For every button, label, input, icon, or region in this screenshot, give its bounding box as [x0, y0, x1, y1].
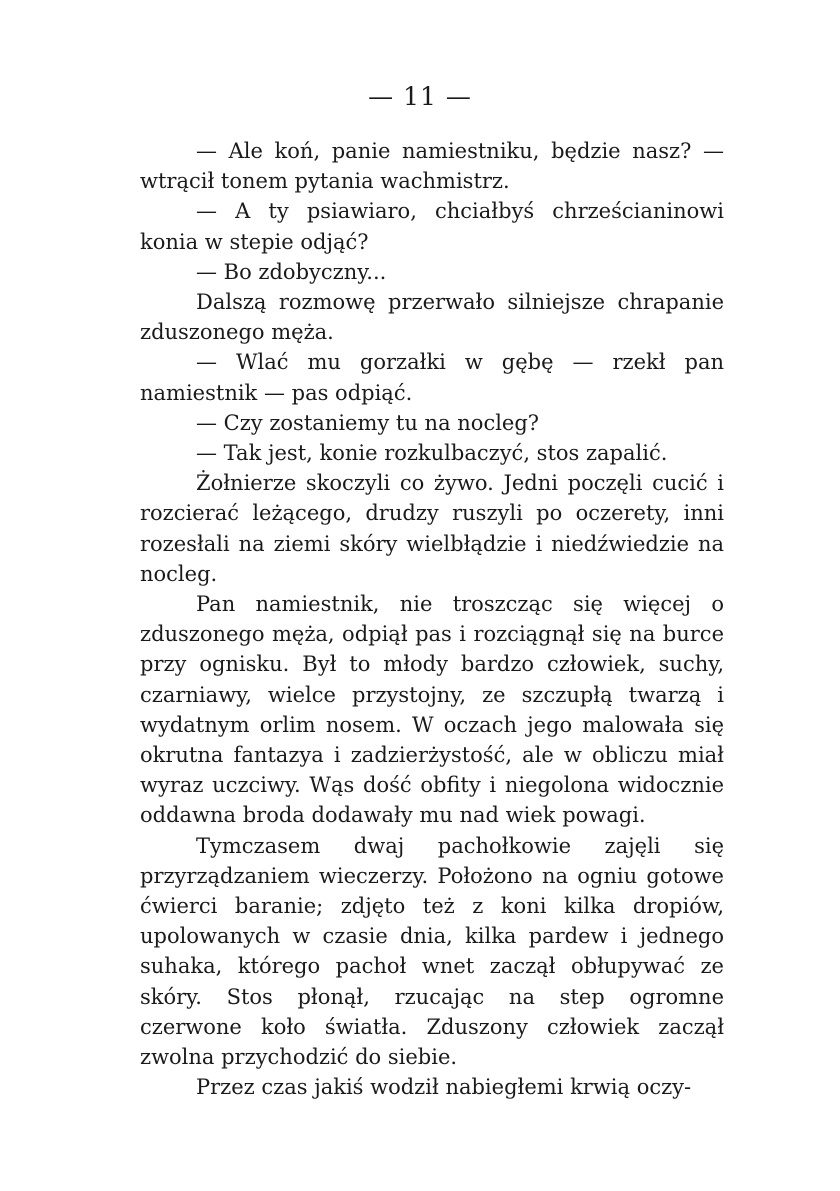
paragraph: Żołnierze skoczyli co żywo. Jedni poczęli cucić i rozcierać leżącego, drudzy ruszyli po oczerety, inni rozesłali na ziemi skóry wielbłądzie i niedźwiedzie na nocleg.: [140, 471, 724, 586]
paragraph: Dalszą rozmowę przerwało silniejsze chrapanie zduszonego męża.: [140, 290, 724, 345]
paragraph: Tymczasem dwaj pachołkowie zajęli się przyrządzaniem wieczerzy. Położono na ogniu gotowe ćwierci baranie; zdjęto też z koni kilka dropiów, upolowanych w czasie dnia, kilka pardew i jednego suhaka, którego pachoł wnet zaczął obłupywać ze skóry. Stos płonął, rzucając na step ogromne czerwone koło światła. Zduszony człowiek zaczął zwolna przychodzić do siebie.: [140, 833, 724, 1070]
page-text-body: [140, 136, 724, 1103]
paragraph: Przez czas jakiś wodził nabiegłemi krwią oczy-: [196, 1075, 692, 1100]
paragraph: — Czy zostaniemy tu na nocleg?: [196, 410, 540, 435]
paragraph: — Tak jest, konie rozkulbaczyć, stos zapalić.: [196, 441, 668, 466]
paragraph: — Ale koń, panie namiestniku, będzie nasz? — wtrącił tonem pytania wachmistrz.: [140, 139, 724, 194]
paragraph: — Wlać mu gorzałki w gębę — rzekł pan namiestnik — pas odpiąć.: [140, 350, 724, 405]
paragraph: — Bo zdobyczny...: [196, 259, 387, 284]
paragraph: Pan namiestnik, nie troszcząc się więcej o zduszonego męża, odpiął pas i rozciągnął się na burce przy ognisku. Był to młody bardzo człowiek, suchy, czarniawy, wielce przystojny, ze szczupłą twarzą i wydatnym orlim nosem. W oczach jego malowała się okrutna fantazya i zadzierżystość, ale w obliczu miał wyraz uczciwy. Wąs dość obfity i niegolona widocznie oddawna broda dodawały mu nad wiek powagi.: [140, 592, 724, 828]
paragraph: — A ty psiawiaro, chciałbyś chrześcianinowi konia w stepie odjąć?: [140, 199, 724, 254]
page-number: — 11 —: [368, 82, 472, 111]
